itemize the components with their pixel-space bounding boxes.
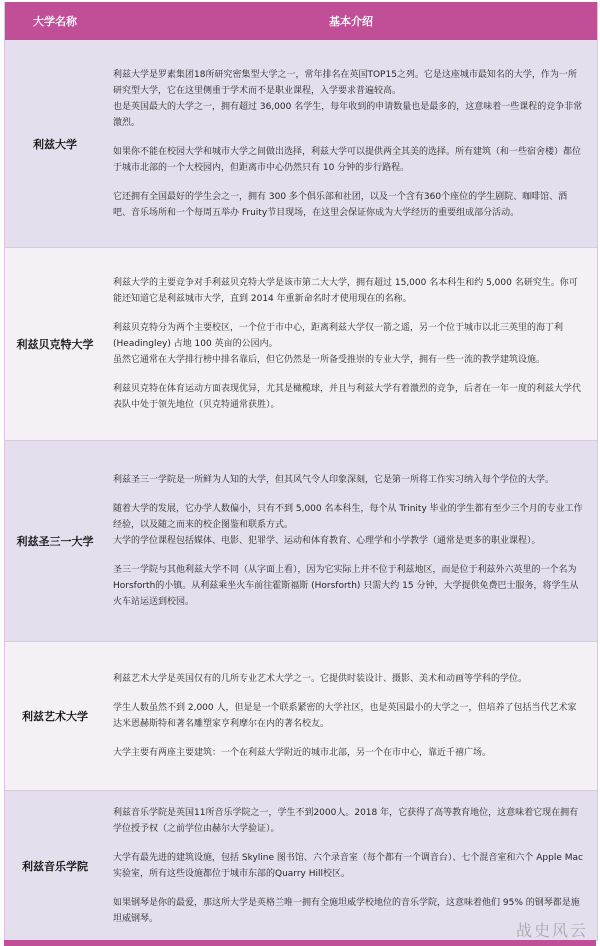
description-paragraph: 大学有最先进的建筑设施，包括 Skyline 图书馆、六个录音室（每个都有一个调音台）、七个混音室和六个 Apple Mac 实验室，所有这些设施都位于城市东部的Quarry Hill校区。: [113, 853, 583, 879]
description-paragraph: 如果你不能在校园大学和城市大学之间做出选择，利兹大学可以提供两全其美的选择。所有建筑（和一些宿舍楼）都位于城市北部的一个大校园内，但距离市中心仍然只有 10 分钟的步行路程。: [113, 146, 582, 173]
university-description: [105, 248, 597, 440]
description-paragraph: 学生人数虽然不到 2,000 人，但是是一个联系紧密的大学社区，也是英国最小的大学之一，但培养了包括当代艺术家达米恩赫斯特和著名雕塑家亨利摩尔在内的著名校友。: [113, 703, 577, 729]
university-table: [4, 2, 598, 941]
description-paragraph: 利兹音乐学院是英国11所音乐学院之一，学生不到2000人。2018 年，它获得了高等教育地位，这意味着它现在拥有学位授予权（之前学位由赫尔大学验证）。: [113, 808, 579, 834]
description-paragraph: 利兹圣三一学院是一所鲜为人知的大学，但其风气令人印象深刻，它是第一所将工作实习纳入每个学位的大学。: [113, 475, 555, 485]
header-basic-intro: 基本介绍: [329, 15, 373, 28]
university-description: [105, 40, 597, 247]
header-university-name: 大学名称: [33, 15, 77, 28]
watermark: 战史风云: [515, 921, 588, 940]
description-paragraph: 利兹大学的主要竞争对手利兹贝克特大学是该市第二大大学，拥有超过 15,000 名本科生和约 5,000 名研究生。你可能还知道它是利兹城市大学，直到 2014 年重新命名时才使用现在的名称。: [113, 278, 578, 304]
university-name: 利兹大学: [33, 137, 77, 151]
university-name: 利兹圣三一大学: [16, 535, 94, 548]
description-paragraph: 也是英国最大的大学之一，拥有超过 36,000 名学生，每年收到的申请数量也是最多的，这意味着一些课程的竞争非常激烈。: [113, 101, 583, 128]
description-paragraph: 大学的学位课程包括媒体、电影、犯罪学、运动和体育教育、心理学和小学教学（通常是更多的职业课程）。: [113, 536, 541, 546]
description-paragraph: 圣三一学院与其他利兹大学不同（从字面上看），因为它实际上并不位于利兹地区，而是位于利兹外六英里的一个名为Horsforth的小镇。从利兹乘坐火车前往霍斯福斯 (Horsforth) 只需大约 15 分钟，大学提供免费巴士服务，将学生从火车站运送到校园。: [113, 565, 579, 607]
table-row: [5, 248, 597, 441]
university-name: 利兹音乐学院: [22, 860, 88, 873]
university-description: [105, 441, 597, 641]
description-paragraph: 随着大学的发展，它办学人数偏小，只有不到 5,000 名本科生，每个从 Trinity 毕业的学生都有至少三个月的专业工作经验，以及随之而来的校企图鉴和联系方式。: [113, 504, 583, 530]
table-row: [5, 642, 597, 791]
table-row: [5, 40, 597, 248]
description-paragraph: 利兹贝克特分为两个主要校区，一个位于市中心，距离利兹大学仅一箭之遥，另一个位于城市以北三英里的海丁利(Headingley) 占地 100 英亩的公园内。: [113, 323, 564, 349]
description-paragraph: 虽然它通常在大学排行榜中排名靠后，但它仍然是一所备受推崇的专业大学，拥有一些一流的教学建筑设施。: [113, 355, 546, 365]
description-paragraph: 如果钢琴是你的最爱，那这所大学是英格兰唯一拥有全施坦威学校地位的音乐学院，这意味着他们 95% 的钢琴都是施坦威钢琴。: [113, 898, 580, 924]
university-description: [105, 642, 597, 790]
description-paragraph: 利兹大学是罗素集团18所研究密集型大学之一，常年排名在英国TOP15之列。它是这座城市最知名的大学，作为一所研究型大学，它在这里侧重于学术而不是职业课程，入学要求普遍较高。: [113, 69, 577, 96]
university-name: 利兹艺术大学: [22, 710, 88, 723]
table-header: [5, 2, 597, 40]
description-paragraph: 大学主要有两座主要建筑：一个在利兹大学附近的城市北部，另一个在市中心，靠近千禧广场。: [113, 748, 492, 758]
university-name: 利兹贝克特大学: [16, 338, 94, 351]
table-row: [5, 441, 597, 642]
footer-bar: [4, 940, 596, 946]
table-row: [5, 791, 597, 941]
description-paragraph: 它还拥有全国最好的学生会之一，拥有 300 多个俱乐部和社团，以及一个含有360个座位的学生剧院、咖啡馆、酒吧、音乐场所和一个每周五举办 Fruity节目现场，在这里会保证你成为大学经历的重要组成部分活动。: [113, 191, 568, 218]
description-paragraph: 利兹艺术大学是英国仅有的几所专业艺术大学之一。它提供时装设计、摄影、美术和动画等学科的学位。: [113, 674, 528, 684]
description-paragraph: 利兹贝克特在体育运动方面表现优异，尤其是橄榄球，并且与利兹大学有着激烈的竞争，后者在一年一度的利兹大学代表队中处于领先地位（贝克特通常获胜）。: [113, 384, 582, 410]
